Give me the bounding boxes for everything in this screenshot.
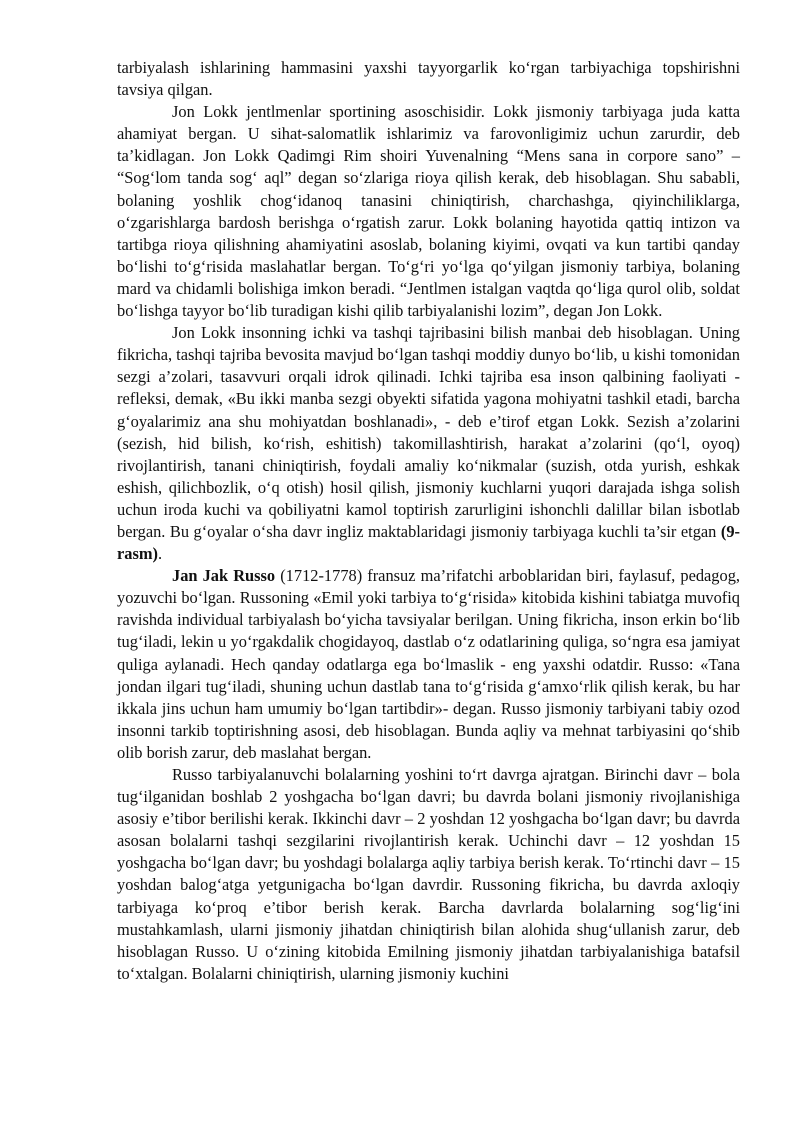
paragraph-locke-physical-education: [117, 101, 740, 322]
paragraph-rousseau-intro: [117, 565, 740, 764]
person-name-heading: Jan Jak Russo: [172, 566, 276, 586]
paragraph-text: (1712-1778) fransuz ma’rifatchi arboblaridan biri, faylasuf, pedagog, yozuvchi bo‘lgan. Russoning «Emil yoki tarbiya to‘g‘risida» kitobida kishini tabiatga muvofiq ravishda individual tarbiyalash bo‘yicha tavsiyalar berilgan. Uning fikricha, inson erkin bo‘lib tug‘iladi, lekin u yo‘rgakdalik chogidayoq, dastlab o‘z odatlarining quliga, so‘ngra esa jamiyat quliga aylanadi. Hech qanday odatlarga ega bo‘lmaslik - eng yaxshi odatdir. Russo: «Tana jondan ilgari tug‘iladi, shuning uchun dastlab tana to‘g‘risida g‘amxo‘rlik qilish kerak, bu har ikkala jins uchun ham umumiy bo‘lgan tartibdir»- degan. Russo jismoniy tarbiyani tabiy ozod insonni tarkib toptirishning asosi, deb hisoblagan. Bunda aqliy va mehnat tarbiyasini qo‘shib olib borish zarur, deb maslahat bergan.: [117, 566, 740, 762]
paragraph-text: Russo tarbiyalanuvchi bolalarning yoshini to‘rt davrga ajratgan. Birinchi davr – bola tug‘ilganidan boshlab 2 yoshgacha bo‘lgan davri; bu davrda bolani jismoniy rivojlanishiga asosiy e’tibor berilishi kerak. Ikkinchi davr – 2 yoshdan 12 yoshgacha bo‘lgan davr; bu davrda asosan bolalarni tashqi sezgilarini rivojlantirish kerak. Uchinchi davr – 12 yoshdan 15 yoshgacha bo‘lgan davr; bu yoshdagi bolalarga aqliy tarbiya berish kerak. To‘rtinchi davr – 15 yoshdan balog‘atga yetgunigacha bo‘lgan davrdir. Russoning fikricha, bu davrda axloqiy tarbiyaga ko‘proq e’tibor berish kerak. Barcha davrlarda bolalarning sog‘lig‘ini mustahkamlash, ularni jismoniy jihatdan chiniqtirish bilan alohida shug‘ullanish zarur, deb hisoblagan Russo. U o‘zining kitobida Emilning jismoniy jihatdan tarbiyalanishiga batafsil to‘xtalgan. Bolalarni chiniqtirish, ularning jismoniy kuchini: [117, 765, 740, 983]
paragraph-rousseau-periods: [117, 764, 740, 985]
figure-reference: (9-rasm): [117, 521, 740, 564]
paragraph-text: Jon Lokk jentlmenlar sportining asoschisidir. Lokk jismoniy tarbiyaga juda katta ahamiyat bergan. U sihat-salomatlik ishlarimiz va farovonligimiz uchun zarurdir, deb ta’kidlagan. Jon Lokk Qadimgi Rim shoiri Yuvenalning “Mens sana in corpore sano” – “Sog‘lom tanda sog‘ aql” degan so‘zlariga rioya qilish kerak, deb hisoblagan. Shu sababli, bolaning yoshlik chog‘idanoq tanasini chiniqtirish, charchashga, qiyinchiliklarga, o‘zgarishlarga bardosh berishga o‘rgatish zarur. Lokk bolaning hayotida qattiq intizon va tartibga rioya qilishning ahamiyatini asoslab, bolaning kiyimi, ovqati va kun tartibi qanday bo‘lishi to‘g‘risida maslahatlar bergan. To‘g‘ri yo‘lga qo‘yilgan jismoniy tarbiya, bolaning mard va chidamli bolishiga imkon beradi. “Jentlmen istalgan vaqtda qo‘liga qurol olib, soldat bo‘lishga tayyor bo‘lib turadigan kishi qilib tarbiyalanishi lozim”, degan Jon Lokk.: [117, 102, 740, 321]
paragraph-locke-experience: [117, 322, 740, 565]
paragraph-continuation: [117, 57, 740, 101]
paragraph-tail: .: [157, 544, 163, 564]
document-page: [117, 57, 740, 985]
paragraph-text: Jon Lokk insonning ichki va tashqi tajribasini bilish manbai deb hisoblagan. Uning fikricha, tashqi tajriba bevosita mavjud bo‘lgan tashqi moddiy dunyo bo‘lib, u kishi tomonidan sezgi a’zolari, tasavvuri orqali idrok qilinadi. Ichki tajriba esa inson qalbining faoliyati - refleksi, demak, «Bu ikki manba sezgi obyekti sifatida yagona mohiyatni tashkil etadi, barcha g‘oyalarimiz ana shu mohiyatdan boshlanadi», - deb e’tirof etgan Lokk. Sezish a’zolarini (sezish, hid bilish, ko‘rish, eshitish) takomillashtirish, harakat a’zolarini (qo‘l, oyoq) rivojlantirish, tanani chiniqtirish, foydali amaliy ko‘nikmalar (suzish, otda yurish, eshkak eshish, qilichbozlik, o‘q otish) hosil qilish, jismoniy kuchlarni yuqori darajada ishga solish uchun iroda kuchi va qobiliyatni kamol toptirish zarurligini ishonchli dalillar bilan isbotlab bergan. Bu g‘oyalar o‘sha davr ingliz maktablaridagi jismoniy tarbiyaga kuchli ta’sir etgan: [117, 323, 740, 541]
paragraph-text: tarbiyalash ishlarining hammasini yaxshi tayyorgarlik ko‘rgan tarbiyachiga topshirishni tavsiya qilgan.: [117, 58, 740, 100]
